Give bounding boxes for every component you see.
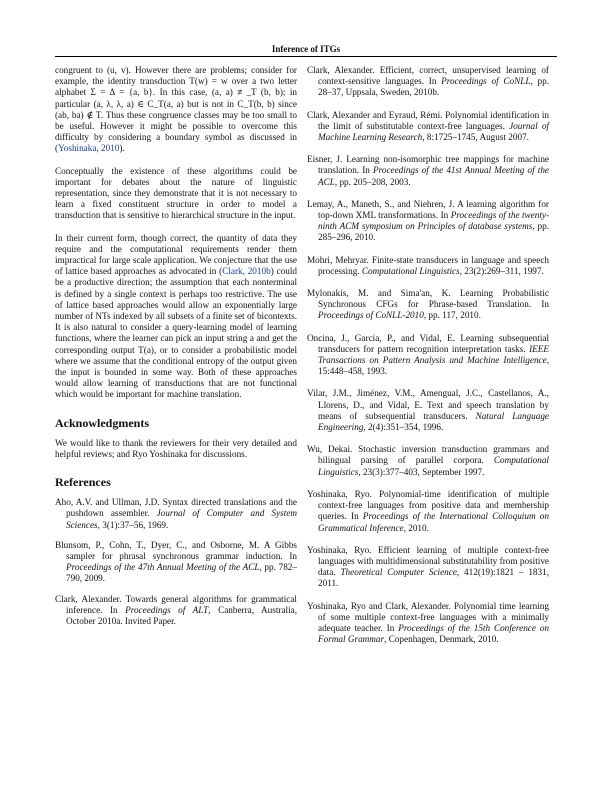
reference-venue: Proceedings of the 15th Conference on Formal Grammar xyxy=(318,622,550,645)
reference-text: Clark, Alexander. Towards general algorithms for grammatical inference. In xyxy=(55,593,297,615)
reference-list-right xyxy=(307,65,549,645)
paragraph-3-text-b: ) could be a productive direction; the assumption that each nonterminal is defined by a single context is perhaps too restrictive. The use of lattice based approaches would allow an exponentially large number of NTs indexed by all subsets of a finite set of bicontexts. It is also natural to consider a query-learning model of learning functions, where the learner can pick an input string a and get the corresponding output T(a), or to consider a probabilistic model where we assume that the conditional entropy of the output given the input is bounded in some way. Both of these approaches would allow learning of transductions that are not functional which would be important for machine translation. xyxy=(55,266,297,400)
reference-details: , 23(3):377–403, September 1997. xyxy=(358,466,485,477)
reference-entry xyxy=(307,444,549,478)
reference-venue: Proceedings of the 41st Annual Meeting of the ACL xyxy=(318,165,550,187)
paragraph-2: Conceptually the existence of these algorithms could be important for debates about the nature of linguistic representation, since they demonstrate that it is not necessary to learn a fixed constituent structure in order to model a transduction that is sensitive to hierarchical structure in the input. xyxy=(55,165,297,221)
reference-list-left xyxy=(55,497,297,627)
reference-venue: Proceedings of CoNLL xyxy=(441,76,531,87)
reference-entry xyxy=(55,540,297,585)
reference-text: Mohri, Mehryar. Finite-state transducers in language and speech processing. xyxy=(307,254,549,276)
reference-entry xyxy=(307,388,549,433)
reference-entry xyxy=(307,255,549,277)
reference-entry xyxy=(307,110,549,144)
reference-venue: Proceedings of the International Colloquium on Grammatical Inference xyxy=(318,511,549,533)
reference-entry xyxy=(307,154,549,188)
reference-text: Clark, Alexander. Efficient, correct, unsupervised learning of context-sensitive languages. In xyxy=(307,65,549,87)
reference-details: , 2(4):351–354, 1996. xyxy=(363,422,444,433)
reference-venue: Proceedings of the 47th Annual Meeting of the ACL xyxy=(66,562,260,573)
reference-details: , Copenhagen, Denmark, 2010. xyxy=(384,634,499,645)
reference-details: , 23(2):269–311, 1997. xyxy=(459,265,544,276)
reference-details: , pp. 285–296, 2010. xyxy=(318,221,550,243)
reference-venue: Theoretical Computer Science xyxy=(340,567,457,578)
reference-details: , 15:448–458, 1993. xyxy=(318,355,549,377)
paragraph-1-end: ). xyxy=(119,143,125,154)
reference-venue: Journal of Machine Learning Research xyxy=(318,120,549,143)
reference-entry xyxy=(307,199,549,244)
reference-entry xyxy=(307,288,549,322)
reference-venue: IEEE Transactions on Pattern Analysis and Machine Intelligence xyxy=(318,343,549,366)
reference-entry xyxy=(307,601,549,646)
paragraph-1 xyxy=(55,65,297,155)
reference-details: , 2010. xyxy=(403,522,429,533)
reference-venue: Proceedings of the twenty-ninth ACM symposium on Principles of database systems xyxy=(318,210,550,232)
reference-entry xyxy=(307,489,549,534)
reference-venue: Computational Linguistics xyxy=(361,265,460,276)
acknowledgments-heading: Acknowledgments xyxy=(55,415,150,430)
reference-text: Aho, A.V. and Ullman, J.D. Syntax directed translations and the pushdown assembler. xyxy=(55,497,297,519)
running-head-title: Inference of ITGs xyxy=(271,44,341,54)
right-column xyxy=(307,65,549,656)
reference-text: Wu, Dekai. Stochastic inversion transduction grammars and bilingual parsing of parallel corpora. xyxy=(307,444,549,466)
references-heading: References xyxy=(55,475,111,490)
reference-details: , pp. 205–208, 2003. xyxy=(334,176,411,187)
reference-text: Yoshinaka, Ryo. Efficient learning of multiple context-free languages with multidimensional substitutability from positive data. xyxy=(307,544,549,578)
reference-entry xyxy=(307,545,549,590)
reference-text: Vilar, J.M., Jiménez, V.M., Amengual, J.C., Castellanos, A., Llorens, D., and Vidal, E. Text and speech translation by means of subsequential transducers. xyxy=(307,388,549,421)
paragraph-3-text-a: In their current form, though correct, the quantity of data they require and the computational requirements render them impractical for large scale application. We conjecture that the use of lattice based approaches as advocated in ( xyxy=(55,232,297,277)
left-column xyxy=(55,65,297,636)
reference-details: , 3(1):37–56, 1969. xyxy=(97,519,169,530)
reference-text: Blunsom, P., Cohn, T., Dyer, C., and Osborne, M. A Gibbs sampler for phrasal synchronous grammar induction. In xyxy=(55,539,297,561)
reference-text: Yoshinaka, Ryo and Clark, Alexander. Polynomial time learning of some multiple context-free languages with a minimally adequate teacher. In xyxy=(307,600,549,633)
reference-text: Clark, Alexander and Eyraud, Rémi. Polynomial identification in the limit of substitutable context-free languages. xyxy=(307,109,549,131)
reference-details: , pp. 28–37, Uppsala, Sweden, 2010b. xyxy=(318,76,549,98)
reference-details: , 412(19):1821 – 1831, 2011. xyxy=(318,567,549,589)
reference-details: , pp. 782–790, 2009. xyxy=(66,562,297,584)
reference-text: Yoshinaka, Ryo. Polynomial-time identification of multiple context-free languages from positive data and membership queries. In xyxy=(307,488,549,522)
reference-venue: Natural Language Engineering xyxy=(318,410,549,433)
reference-entry xyxy=(307,65,549,99)
reference-details: , Canberra, Australia, October 2010a. Invited Paper. xyxy=(66,604,297,626)
citation-clark-2010b[interactable]: Clark, 2010b xyxy=(222,266,271,277)
reference-text: Eisner, J. Learning non-isomorphic tree mappings for machine translation. In xyxy=(307,154,549,176)
reference-venue: Journal of Computer and System Sciences xyxy=(66,508,297,530)
paragraph-3 xyxy=(55,233,297,401)
reference-entry xyxy=(55,497,297,531)
reference-text: Lemay, A., Maneth, S., and Niehren, J. A learning algorithm for top-down XML transformations. In xyxy=(307,198,549,221)
reference-venue: Proceedings of CoNLL-2010 xyxy=(318,310,424,321)
reference-venue: Computational Linguistics xyxy=(318,455,549,477)
reference-text: Mylonakis, M. and Sima'an, K. Learning Probabilistic Synchronous CFGs for Phrase-based Translation. In xyxy=(307,288,549,310)
reference-details: , 8:1725–1745, August 2007. xyxy=(422,132,529,143)
acknowledgments-text: We would like to thank the reviewers for their very detailed and helpful reviews; and Ryo Yoshinaka for discussions. xyxy=(55,437,297,459)
reference-venue: Proceedings of ALT xyxy=(125,604,209,615)
reference-entry xyxy=(55,594,297,628)
reference-text: Oncina, J., García, P., and Vidal, E. Learning subsequential transducers for pattern recognition interpretation tasks. xyxy=(307,332,549,354)
paragraph-1-text: congruent to (u, v). However there are problems; consider for example, the identity transduction T(w) = w over a two letter alphabet Σ = Δ = {a, b}. In this case, (a, a) ≢_T (b, b); in particular (a, λ, λ, a) ∈ C_T(a, a) but is not in C_T(b, b) since (ab, ba) ∉ T. Thus these congruence classes may be too small to be useful. However it might be possible to overcome this difficulty by considering a boundary symbol as discussed in ( xyxy=(55,65,297,154)
citation-yoshinaka-2010[interactable]: Yoshinaka, 2010 xyxy=(58,143,120,154)
header-rule xyxy=(55,56,557,57)
reference-entry xyxy=(307,333,549,378)
reference-details: , pp. 117, 2010. xyxy=(423,310,481,321)
